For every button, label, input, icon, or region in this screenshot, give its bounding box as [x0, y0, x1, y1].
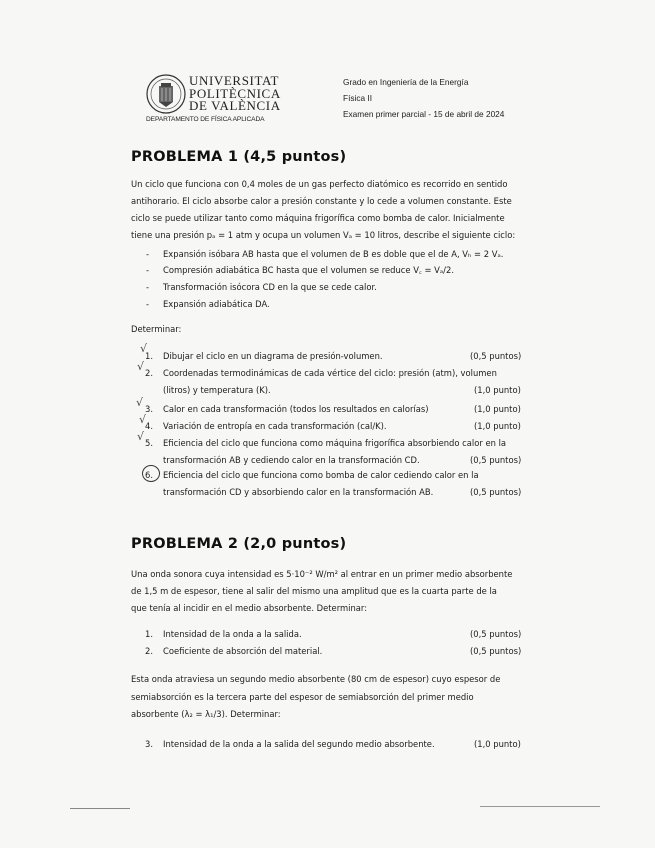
university-name-line: DE VALÈNCIA — [189, 98, 281, 113]
question-text: Coordenadas termodinámicas de cada vértice del ciclo: presión (atm), volumen — [163, 368, 497, 378]
department-name: DEPARTAMENTO DE FÍSICA APLICADA — [146, 116, 265, 123]
question-points: (0,5 puntos) — [470, 455, 522, 465]
question-text: transformación AB y cediendo calor en la transformación CD. — [163, 455, 420, 465]
question-points: (1,0 punto) — [474, 385, 521, 395]
handwritten-check-icon: √ — [136, 396, 144, 409]
bullet-dash: - — [146, 249, 150, 259]
question-text: Intensidad de la onda a la salida del segundo medio absorbente. — [163, 739, 435, 749]
exam-date: Examen primer parcial - 15 de abril de 2024 — [343, 109, 505, 119]
question-text: (litros) y temperatura (K). — [163, 385, 271, 395]
determine-label: Determinar: — [131, 324, 182, 334]
question-text: Intensidad de la onda a la salida. — [163, 629, 302, 639]
handwritten-check-icon: √ — [137, 360, 145, 373]
question-number: 4. — [145, 421, 153, 431]
question-number: 3. — [145, 739, 153, 749]
exam-header-info — [343, 74, 504, 122]
problem2-intro-line: de 1,5 m de espesor, tiene al salir del mismo una amplitud que es la cuarta parte de la — [131, 586, 497, 596]
bullet-dash: - — [146, 299, 150, 309]
question-points: (1,0 punto) — [474, 404, 521, 414]
scan-edge-line — [70, 808, 130, 809]
question-points: (1,0 punto) — [474, 739, 521, 749]
problem2-middle-line: absorbente (λ₂ = λ₁/3). Determinar: — [131, 709, 281, 719]
question-text: Calor en cada transformación (todos los resultados en calorías) — [163, 404, 429, 414]
question-points: (1,0 punto) — [474, 421, 521, 431]
problem2-middle-line: Esta onda atraviesa un segundo medio absorbente (80 cm de espesor) cuyo espesor de — [131, 674, 501, 684]
subject-name: Física II — [343, 93, 373, 103]
handwritten-check-icon: √ — [137, 430, 145, 443]
bullet-dash: - — [146, 265, 150, 275]
question-points: (0,5 puntos) — [470, 629, 522, 639]
question-text: Eficiencia del ciclo que funciona como máquina frigorífica absorbiendo calor en la — [163, 438, 507, 448]
question-points: (0,5 puntos) — [470, 351, 522, 361]
cycle-step: Expansión adiabática DA. — [163, 299, 270, 309]
degree-name: Grado en Ingeniería de la Energía — [343, 77, 469, 87]
problem2-intro-line: Una onda sonora cuya intensidad es 5·10⁻² W/m² al entrar en un primer medio absorbente — [131, 569, 513, 579]
scan-edge-line — [480, 806, 600, 807]
question-number: 2. — [145, 368, 153, 378]
university-seal-icon — [146, 73, 186, 115]
question-number: 6. — [145, 470, 153, 480]
cycle-step: Expansión isóbara AB hasta que el volumen de B es doble que el de A, Vₕ = 2 Vₐ. — [163, 249, 504, 259]
question-text: transformación CD y absorbiendo calor en la transformación AB. — [163, 487, 434, 497]
question-number: 1. — [145, 351, 153, 361]
question-text: Dibujar el ciclo en un diagrama de presión-volumen. — [163, 351, 383, 361]
problem1-intro-line: tiene una presión pₐ = 1 atm y ocupa un volumen Vₐ = 10 litros, describe el siguiente ciclo: — [131, 230, 516, 240]
university-name — [189, 75, 281, 113]
question-text: Coeficiente de absorción del material. — [163, 646, 323, 656]
problem2-intro-line: que tenía al incidir en el medio absorbente. Determinar: — [131, 603, 368, 613]
question-points: (0,5 puntos) — [470, 487, 522, 497]
question-number: 5. — [145, 438, 153, 448]
question-text: Eficiencia del ciclo que funciona como bomba de calor cediendo calor en la — [163, 470, 479, 480]
university-name-line: POLITÈCNICA — [189, 85, 281, 101]
university-name-line: UNIVERSITAT — [189, 73, 280, 88]
question-points: (0,5 puntos) — [470, 646, 522, 656]
problem2-middle-line: semiabsorción es la tercera parte del espesor de semiabsorción del primer medio — [131, 692, 474, 702]
problem1-title: PROBLEMA 1 (4,5 puntos) — [131, 149, 347, 165]
cycle-step: Compresión adiabática BC hasta que el volumen se reduce V꜀ = Vₐ/2. — [163, 265, 454, 275]
problem1-intro-line: ciclo se puede utilizar tanto como máquina frigorífica como bomba de calor. Inicialmente — [131, 213, 505, 223]
question-text: Variación de entropía en cada transformación (cal/K). — [163, 421, 387, 431]
handwritten-check-icon: √ — [139, 413, 147, 426]
question-number: 1. — [145, 629, 153, 639]
cycle-step: Transformación isócora CD en la que se cede calor. — [163, 282, 377, 292]
handwritten-check-icon: √ — [140, 342, 148, 355]
bullet-dash: - — [146, 282, 150, 292]
problem1-intro-line: antihorario. El ciclo absorbe calor a presión constante y lo cede a volumen constante. Este — [131, 196, 512, 206]
question-number: 3. — [145, 404, 153, 414]
problem2-title: PROBLEMA 2 (2,0 puntos) — [131, 536, 347, 552]
question-number: 2. — [145, 646, 153, 656]
problem1-intro-line: Un ciclo que funciona con 0,4 moles de un gas perfecto diatómico es recorrido en sentido — [131, 179, 508, 189]
